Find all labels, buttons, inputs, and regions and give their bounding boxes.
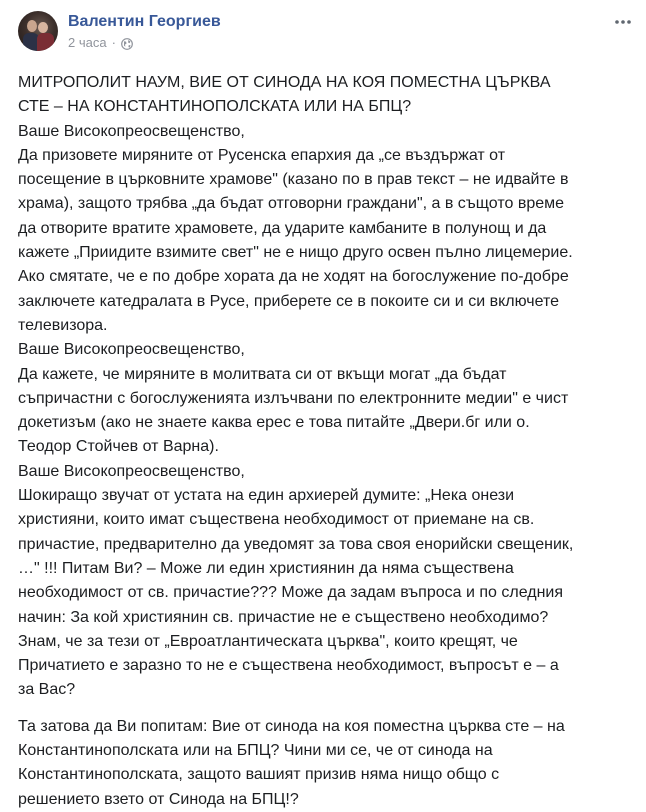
post-timestamp[interactable]: 2 часа bbox=[68, 35, 107, 50]
post-text-line: заключете катедралата в Русе, приберете се в покоите си и си включете bbox=[18, 292, 559, 310]
post-text-line: МИТРОПОЛИТ НАУМ, ВИЕ ОТ СИНОДА НА КОЯ ПОМЕСТНА ЦЪРКВА bbox=[18, 74, 551, 91]
post-text-line: Константинополската, защото вашият призив няма нищо общо с bbox=[18, 766, 500, 784]
globe-icon[interactable] bbox=[121, 37, 133, 49]
post-text-line: Ваше Високопреосвещенство, bbox=[18, 462, 245, 480]
post-text-line: Ваше Високопреосвещенство, bbox=[18, 341, 245, 359]
post-text-line: решението взето от Синода на БПЦ!? bbox=[18, 790, 299, 808]
post-subline bbox=[68, 34, 221, 52]
post-text-line: Да призовете миряните от Русенска епархия да „се въздържат от bbox=[18, 146, 506, 164]
post-text-line: да отворите вратите храмовете, да ударите камбаните в полунощ и да bbox=[18, 219, 547, 237]
post-text-line: …" !!! Питам Ви? – Може ли един християнин да няма съществена bbox=[18, 559, 514, 577]
post-text bbox=[18, 64, 646, 812]
post-text-line: Константинополската или на БПЦ? Чини ми се, че от синода на bbox=[18, 742, 493, 760]
post-text-line: посещение в църковните храмове" (казано по в прав текст – не идвайте в bbox=[18, 171, 569, 189]
avatar[interactable] bbox=[18, 11, 58, 51]
post-text-line: за Вас? bbox=[18, 681, 76, 699]
more-options-icon[interactable] bbox=[613, 12, 633, 32]
post-text-line: необходимост от св. причастие??? Може да задам въпроса и по следния bbox=[18, 584, 564, 602]
post-header bbox=[18, 0, 646, 64]
post-text-line: докетизъм (ако не знаете каква ерес е това питайте „Двери.бг или о. bbox=[18, 414, 530, 432]
post-text-line: Шокиращо звучат от устата на един архиерей думите: „Нека онези bbox=[18, 487, 515, 505]
post-paragraph bbox=[18, 71, 632, 703]
post-paragraph bbox=[18, 715, 632, 812]
post-text-line: Да кажете, че миряните в молитвата си от вкъщи могат „да бъдат bbox=[18, 365, 507, 383]
separator-dot: · bbox=[111, 35, 116, 50]
post-text-line: Причатието е заразно то не е съществена необходимост, въпросът е – а bbox=[18, 657, 559, 675]
post-text-line: Теодор Стойчев от Варна). bbox=[18, 438, 219, 456]
post-text-line: кажете „Приидите взимите свет" не е нищо друго освен пълно лицемерие. bbox=[18, 244, 573, 262]
post-text-line: СТЕ – НА КОНСТАНТИНОПОЛСКАТА ИЛИ НА БПЦ? bbox=[18, 98, 412, 116]
post-meta bbox=[68, 10, 221, 52]
post-text-line: Знам, че за тези от „Евроатлантическата църква", които крещят, че bbox=[18, 632, 518, 650]
post-text-line: Ваше Високопреосвещенство, bbox=[18, 122, 245, 140]
post-text-line: Ако смятате, че е по добре хората да не ходят на богослужение по-добре bbox=[18, 268, 569, 286]
post-text-line: храма), защото трябва „да бъдат отговорни граждани", а в същото време bbox=[18, 195, 565, 213]
post-text-line: християни, които имат съществена необходимост от приемане на св. bbox=[18, 511, 535, 529]
post-text-line: съпричастни с богослуженията излъчвани по електронните медии" е чист bbox=[18, 389, 569, 407]
author-name[interactable]: Валентин Георгиев bbox=[68, 13, 221, 30]
post-text-line: начин: За кой християнин св. причастие не е съществено необходимо? bbox=[18, 608, 549, 626]
post-text-line: телевизора. bbox=[18, 316, 108, 334]
post-text-line: Та затова да Ви попитам: Вие от синода на коя поместна църква сте – на bbox=[18, 717, 565, 735]
post-text-line: причастие, предварително да уведомят за това своя енорийски свещеник, bbox=[18, 535, 574, 553]
